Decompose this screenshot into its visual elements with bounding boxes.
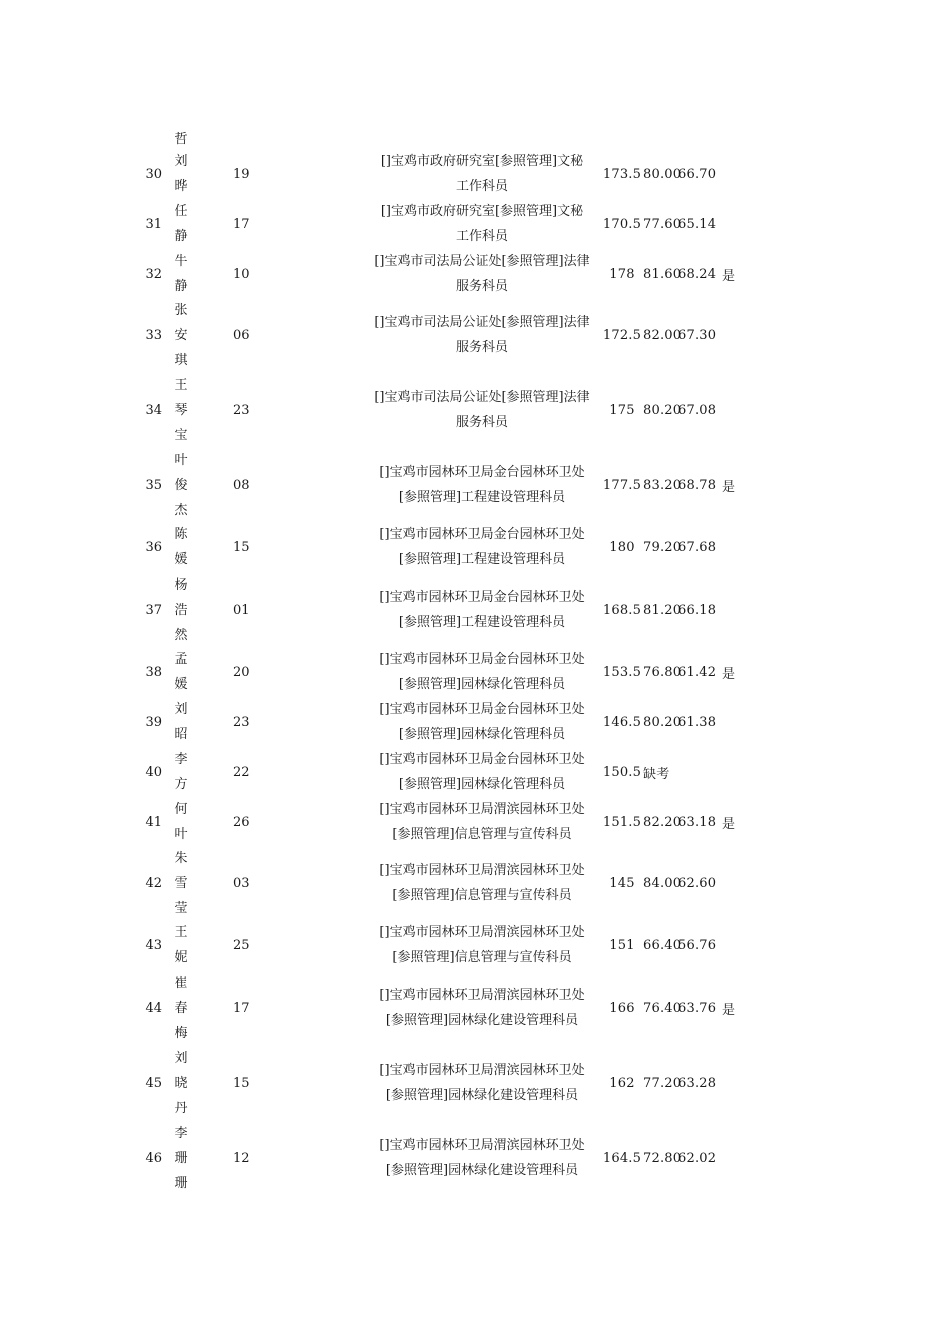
job-position: []宝鸡市园林环卫局金台园林环卫处 [参照管理]工程建设管理科员: [379, 590, 585, 630]
selected-flag: [722, 747, 746, 797]
candidate-code: 25: [233, 937, 250, 953]
written-score: 170.5: [602, 216, 642, 232]
interview-score: 84.00: [643, 875, 682, 891]
table-row: [0, 297, 950, 373]
candidate-code: 08: [233, 477, 250, 493]
written-score: 145: [609, 875, 635, 891]
total-score: 67.08: [678, 402, 717, 418]
row-number: 32: [145, 266, 162, 282]
interview-score: 72.80: [643, 1150, 682, 1166]
written-score: 150.5: [602, 764, 642, 780]
job-position: []宝鸡市园林环卫局渭滨园林环卫处 [参照管理]信息管理与宣传科员: [379, 925, 585, 965]
written-score: 151.5: [602, 814, 642, 830]
table-row: [0, 647, 950, 697]
selected-flag: 是: [722, 479, 736, 495]
table-row: [0, 249, 950, 299]
job-position: []宝鸡市政府研究室[参照管理]文秘 工作科员: [380, 154, 584, 194]
interview-score: 76.80: [643, 664, 682, 680]
selected-flag: [722, 199, 746, 249]
interview-score: 79.20: [643, 539, 682, 555]
row-number: 37: [145, 602, 162, 618]
written-score: 168.5: [602, 602, 642, 618]
job-position: []宝鸡市司法局公证处[参照管理]法律 服务科员: [374, 390, 590, 430]
candidate-code: 06: [233, 327, 250, 343]
job-position: []宝鸡市园林环卫局金台园林环卫处 [参照管理]工程建设管理科员: [379, 465, 585, 505]
table-row: [0, 797, 950, 847]
interview-score: 81.60: [643, 266, 682, 282]
table-row: [0, 747, 950, 797]
total-score: 62.02: [678, 1150, 717, 1166]
written-score: 164.5: [602, 1150, 642, 1166]
selected-flag: [722, 920, 746, 970]
candidate-name: 叶 俊 杰: [174, 452, 188, 518]
row-number: 31: [145, 216, 162, 232]
candidate-name: 陈 媛: [174, 527, 188, 567]
candidate-name: 刘 晔: [174, 154, 188, 194]
written-score: 151: [609, 937, 635, 953]
candidate-name: 任 静: [174, 204, 188, 244]
job-position: []宝鸡市园林环卫局金台园林环卫处 [参照管理]园林绿化管理科员: [379, 652, 585, 692]
candidate-name: 张 安 琪: [174, 302, 188, 368]
selected-flag: [722, 572, 746, 648]
table-row: [0, 970, 950, 1046]
name-fragment: 哲: [174, 132, 188, 147]
written-score: 178: [609, 266, 635, 282]
job-position: []宝鸡市园林环卫局渭滨园林环卫处 [参照管理]园林绿化建设管理科员: [379, 1063, 585, 1103]
interview-score: 80.20: [643, 402, 682, 418]
row-number: 39: [145, 714, 162, 730]
row-number: 35: [145, 477, 162, 493]
job-position: []宝鸡市司法局公证处[参照管理]法律 服务科员: [374, 315, 590, 355]
written-score: 153.5: [602, 664, 642, 680]
interview-score: 80.00: [643, 166, 682, 182]
job-position: []宝鸡市司法局公证处[参照管理]法律 服务科员: [374, 254, 590, 294]
interview-score: 82.00: [643, 327, 682, 343]
row-number: 30: [145, 166, 162, 182]
written-score: 162: [609, 1075, 635, 1091]
candidate-code: 19: [233, 166, 250, 182]
candidate-code: 26: [233, 814, 250, 830]
table-row: [0, 1120, 950, 1196]
selected-flag: 是: [722, 816, 736, 832]
selected-flag: [722, 372, 746, 448]
candidate-name: 朱 雪 莹: [174, 850, 188, 916]
candidate-code: 15: [233, 1075, 250, 1091]
candidate-name: 王 琴 宝: [174, 377, 188, 443]
candidate-code: 23: [233, 402, 250, 418]
job-position: []宝鸡市政府研究室[参照管理]文秘 工作科员: [380, 204, 584, 244]
candidate-name: 王 妮: [174, 925, 188, 965]
total-score: 61.42: [678, 664, 717, 680]
candidate-name: 李 方: [174, 752, 188, 792]
candidate-name: 何 叶: [174, 802, 188, 842]
candidate-code: 10: [233, 266, 250, 282]
written-score: 180: [609, 539, 635, 555]
candidate-code: 20: [233, 664, 250, 680]
candidate-code: 01: [233, 602, 250, 618]
table-row: [0, 148, 950, 200]
total-score: 63.18: [678, 814, 717, 830]
selected-flag: 是: [722, 666, 736, 682]
total-score: 65.14: [678, 216, 717, 232]
total-score: 68.24: [678, 266, 717, 282]
candidate-name: 杨 浩 然: [174, 577, 188, 643]
table-row: [0, 447, 950, 523]
table-row: [0, 572, 950, 648]
total-score: 66.70: [678, 166, 717, 182]
row-number: 44: [145, 1000, 162, 1016]
selected-flag: [722, 845, 746, 921]
selected-flag: 是: [722, 1002, 736, 1018]
table-row: [0, 845, 950, 921]
candidate-name: 崔 春 梅: [174, 975, 188, 1041]
candidate-name: 孟 媛: [174, 652, 188, 692]
row-number: 41: [145, 814, 162, 830]
candidate-name: 刘 晓 丹: [174, 1050, 188, 1116]
row-number: 42: [145, 875, 162, 891]
job-position: []宝鸡市园林环卫局渭滨园林环卫处 [参照管理]园林绿化建设管理科员: [379, 1138, 585, 1178]
table-row: [0, 522, 950, 572]
interview-score: 77.20: [643, 1075, 682, 1091]
row-number: 40: [145, 764, 162, 780]
total-score: 56.76: [678, 937, 717, 953]
job-position: []宝鸡市园林环卫局金台园林环卫处 [参照管理]工程建设管理科员: [379, 527, 585, 567]
interview-score: 66.40: [643, 937, 682, 953]
total-score: 67.68: [678, 539, 717, 555]
table-row: [0, 372, 950, 448]
total-score: [678, 747, 720, 797]
total-score: 63.28: [678, 1075, 717, 1091]
selected-flag: [722, 697, 746, 747]
interview-score: 76.40: [643, 1000, 682, 1016]
selected-flag: [722, 148, 746, 200]
table-row: [0, 199, 950, 249]
job-position: []宝鸡市园林环卫局金台园林环卫处 [参照管理]园林绿化管理科员: [379, 702, 585, 742]
candidate-code: 23: [233, 714, 250, 730]
written-score: 166: [609, 1000, 635, 1016]
job-position: []宝鸡市园林环卫局渭滨园林环卫处 [参照管理]信息管理与宣传科员: [379, 802, 585, 842]
interview-score: 81.20: [643, 602, 682, 618]
candidate-code: 17: [233, 1000, 250, 1016]
candidate-code: 12: [233, 1150, 250, 1166]
candidate-code: 03: [233, 875, 250, 891]
job-position: []宝鸡市园林环卫局渭滨园林环卫处 [参照管理]园林绿化建设管理科员: [379, 988, 585, 1028]
selected-flag: [722, 522, 746, 572]
written-score: 173.5: [602, 166, 642, 182]
candidate-code: 15: [233, 539, 250, 555]
total-score: 66.18: [678, 602, 717, 618]
interview-score: 77.60: [643, 216, 682, 232]
interview-score: 82.20: [643, 814, 682, 830]
total-score: 61.38: [678, 714, 717, 730]
interview-score: 缺考: [643, 766, 670, 782]
table-row: [0, 920, 950, 970]
row-number: 33: [145, 327, 162, 343]
row-number: 34: [145, 402, 162, 418]
row-number: 43: [145, 937, 162, 953]
selected-flag: [722, 297, 746, 373]
row-number: 36: [145, 539, 162, 555]
row-number: 38: [145, 664, 162, 680]
written-score: 146.5: [602, 714, 642, 730]
total-score: 63.76: [678, 1000, 717, 1016]
table-row: [0, 1045, 950, 1121]
job-position: []宝鸡市园林环卫局渭滨园林环卫处 [参照管理]信息管理与宣传科员: [379, 863, 585, 903]
total-score: 62.60: [678, 875, 717, 891]
selected-flag: 是: [722, 268, 736, 284]
selected-flag: [722, 1120, 746, 1196]
total-score: 68.78: [678, 477, 717, 493]
written-score: 175: [609, 402, 635, 418]
candidate-code: 22: [233, 764, 250, 780]
candidate-name: 牛 静: [174, 254, 188, 294]
table-row: [0, 697, 950, 747]
row-number: 46: [145, 1150, 162, 1166]
job-position: []宝鸡市园林环卫局金台园林环卫处 [参照管理]园林绿化管理科员: [379, 752, 585, 792]
interview-score: 83.20: [643, 477, 682, 493]
candidate-name: 李 珊 珊: [174, 1125, 188, 1191]
interview-score: 80.20: [643, 714, 682, 730]
row-number: 45: [145, 1075, 162, 1091]
written-score: 172.5: [602, 327, 642, 343]
total-score: 67.30: [678, 327, 717, 343]
selected-flag: [722, 1045, 746, 1121]
candidate-code: 17: [233, 216, 250, 232]
written-score: 177.5: [602, 477, 642, 493]
candidate-name: 刘 昭: [174, 702, 188, 742]
